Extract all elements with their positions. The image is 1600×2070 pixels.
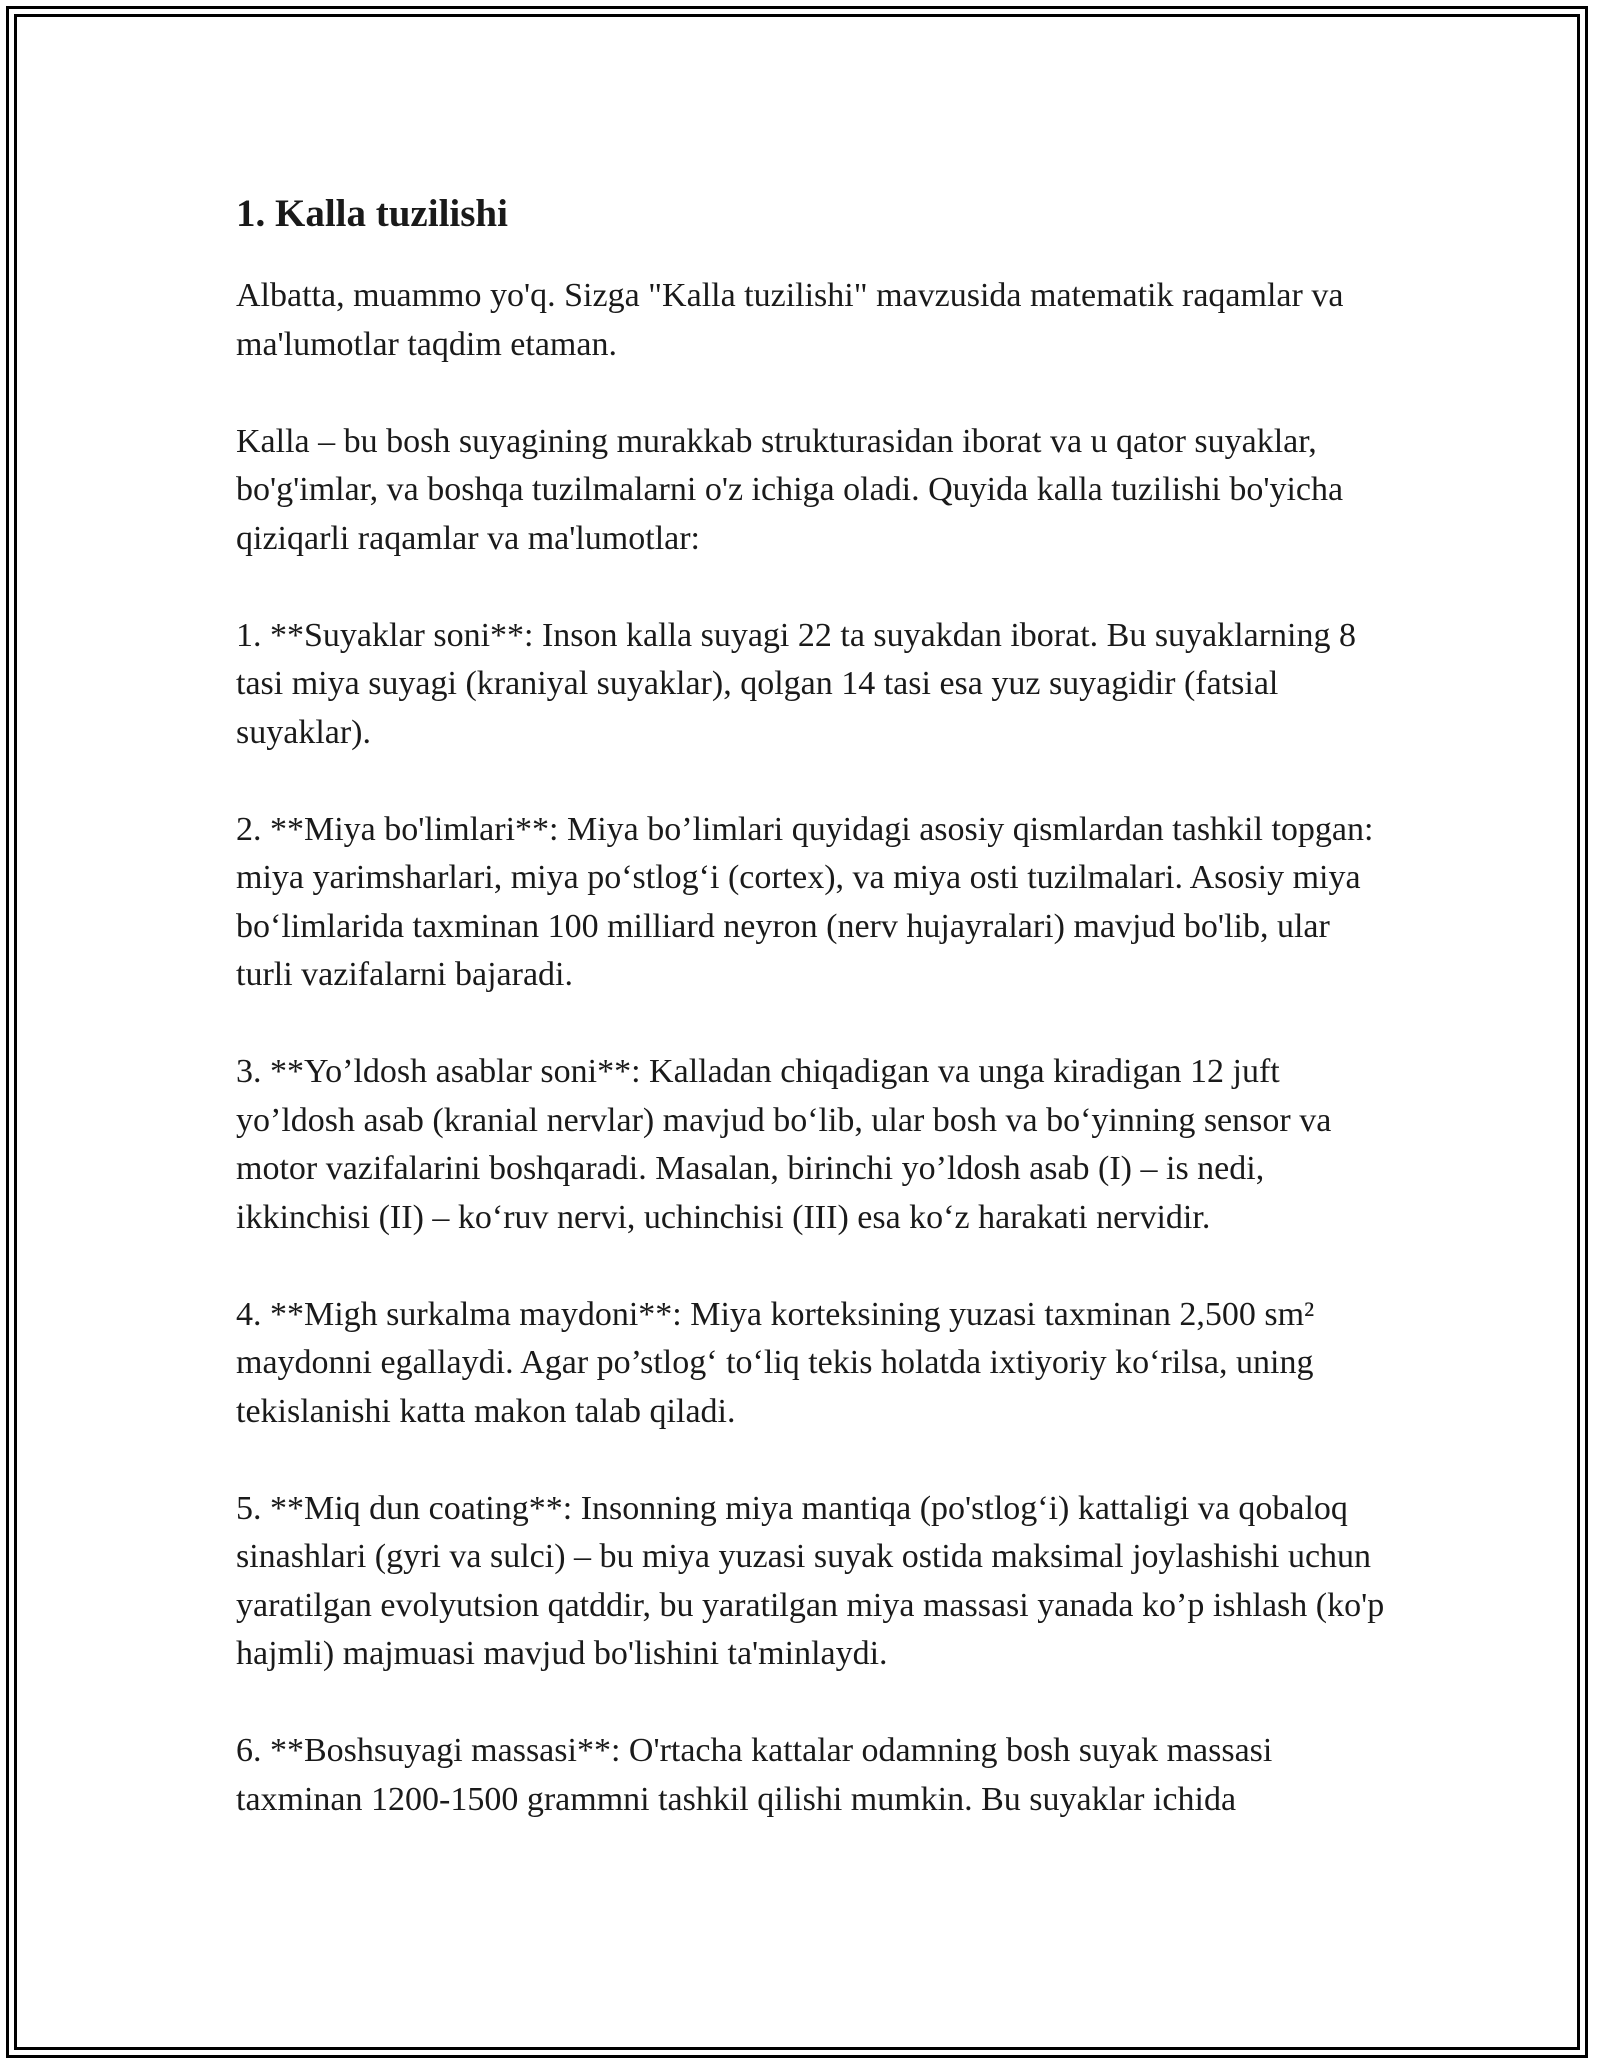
list-item-miq-dun-coating: 5. **Miq dun coating**: Insonning miya mantiqa (po'stlog‘i) kattaligi va qobaloq sinashlari (gyri va sulci) – bu miya yuzasi suyak ostida maksimal joylashishi uchun yaratilgan evolyutsion qatddir, bu yaratilgan miya massasi yanada ko’p ishlash (ko'p hajmli) majmuasi mavjud bo'lishini ta'minlaydi.: [236, 1489, 1385, 1672]
list-item-suyaklar-soni: 1. **Suyaklar soni**: Inson kalla suyagi 22 ta suyakdan iborat. Bu suyaklarning 8 tasi miya suyagi (kraniyal suyaklar), qolgan 14 tasi esa yuz suyagidir (fatsial suyaklar).: [236, 616, 1356, 751]
paragraph-intro: Albatta, muammo yo'q. Sizga "Kalla tuzilishi" mavzusida matematik raqamlar va ma'lumotlar taqdim etaman.: [236, 277, 1344, 363]
list-item-yoldosh-asablar: 3. **Yo’ldosh asablar soni**: Kalladan chiqadigan va unga kiradigan 12 juft yo’ldosh asab (kranial nervlar) mavjud bo‘lib, ular bosh va bo‘yinning sensor va motor vazifalarini boshqaradi. Masalan, birinchi yo’ldosh asab (I) – is nedi, ikkinchisi (II) – ko‘ruv nervi, uchinchisi (III) esa ko‘z harakati nervidir.: [236, 1053, 1332, 1236]
list-item-surkalma-maydoni: 4. **Migh surkalma maydoni**: Miya korteksining yuzasi taxminan 2,500 sm² maydonni egallaydi. Agar po’stlog‘ to‘liq tekis holatda ixtiyoriy ko‘rilsa, uning tekislanishi katta makon talab qiladi.: [236, 1295, 1315, 1430]
document-body: [236, 188, 1386, 1824]
list-item-boshsuyagi-massasi: 6. **Boshsuyagi massasi**: O'rtacha kattalar odamning bosh suyak massasi taxminan 1200-1500 grammni tashkil qilishi mumkin. Bu suyaklar ichida: [236, 1732, 1273, 1818]
paragraph-kalla-definition: Kalla – bu bosh suyagining murakkab strukturasidan iborat va u qator suyaklar, bo'g'imlar, va boshqa tuzilmalarni o'z ichiga oladi. Quyida kalla tuzilishi bo'yicha qiziqarli raqamlar va ma'lumotlar:: [236, 422, 1344, 557]
list-item-miya-bolimlari: 2. **Miya bo'limlari**: Miya bo’limlari quyidagi asosiy qismlardan tashkil topgan: miya yarimsharlari, miya po‘stlog‘i (cortex), va miya osti tuzilmalari. Asosiy miya bo‘limlarida taxminan 100 milliard neyron (nerv hujayralari) mavjud bo'lib, ular turli vazifalarni bajaradi.: [236, 810, 1374, 993]
section-heading: 1. Kalla tuzilishi: [236, 192, 508, 235]
